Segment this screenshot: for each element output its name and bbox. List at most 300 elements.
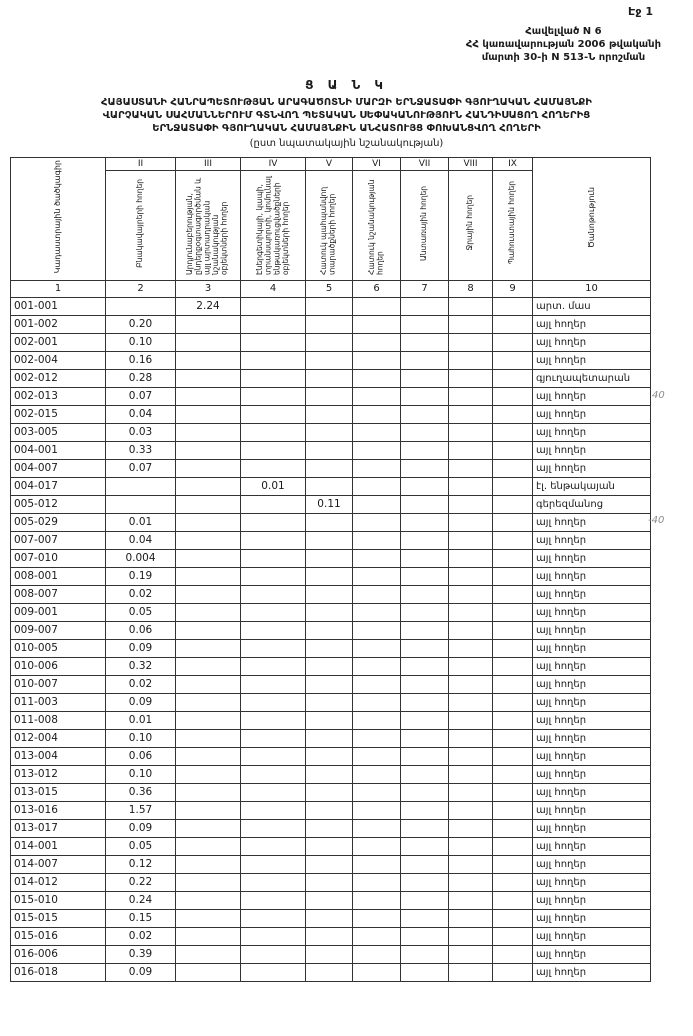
value-cell bbox=[449, 873, 493, 891]
value-cell bbox=[449, 333, 493, 351]
value-cell bbox=[241, 405, 306, 423]
value-cell bbox=[401, 891, 449, 909]
cadastral-code-cell: 013-004 bbox=[11, 747, 106, 765]
note-cell: այլ հողեր bbox=[533, 819, 651, 837]
value-cell bbox=[176, 729, 241, 747]
value-cell bbox=[353, 531, 401, 549]
roman-numeral-2: II bbox=[106, 157, 176, 170]
value-cell bbox=[449, 387, 493, 405]
column-number-1: 1 bbox=[11, 280, 106, 297]
annex-block bbox=[466, 25, 661, 64]
value-cell bbox=[353, 405, 401, 423]
value-cell bbox=[493, 765, 533, 783]
note-cell: այլ հողեր bbox=[533, 315, 651, 333]
note-cell: այլ հողեր bbox=[533, 585, 651, 603]
value-cell bbox=[176, 369, 241, 387]
value-cell bbox=[176, 459, 241, 477]
value-cell bbox=[449, 531, 493, 549]
value-cell bbox=[241, 675, 306, 693]
value-cell: 0.07 bbox=[106, 387, 176, 405]
note-cell: այլ հողեր bbox=[533, 387, 651, 405]
land-transfer-table bbox=[10, 157, 651, 982]
value-cell: 0.09 bbox=[106, 819, 176, 837]
value-cell bbox=[401, 963, 449, 981]
value-cell bbox=[353, 621, 401, 639]
value-cell bbox=[306, 927, 353, 945]
value-cell: 0.01 bbox=[106, 513, 176, 531]
value-cell bbox=[241, 747, 306, 765]
value-cell: 0.28 bbox=[106, 369, 176, 387]
value-cell bbox=[106, 477, 176, 495]
col-header-reserve-lands: Պահուստային հողեր bbox=[507, 181, 517, 265]
value-cell bbox=[493, 621, 533, 639]
value-cell bbox=[306, 909, 353, 927]
cadastral-code-cell: 015-016 bbox=[11, 927, 106, 945]
table-row bbox=[11, 585, 651, 603]
value-cell bbox=[241, 819, 306, 837]
value-cell: 0.09 bbox=[106, 963, 176, 981]
note-cell: այլ հողեր bbox=[533, 567, 651, 585]
cadastral-code-cell: 002-004 bbox=[11, 351, 106, 369]
value-cell bbox=[493, 693, 533, 711]
table-row bbox=[11, 873, 651, 891]
value-cell bbox=[353, 693, 401, 711]
value-cell: 0.16 bbox=[106, 351, 176, 369]
value-cell bbox=[176, 675, 241, 693]
value-cell: 0.09 bbox=[106, 639, 176, 657]
value-cell bbox=[241, 369, 306, 387]
value-cell bbox=[241, 891, 306, 909]
value-cell bbox=[176, 909, 241, 927]
value-cell bbox=[493, 495, 533, 513]
value-cell: 0.32 bbox=[106, 657, 176, 675]
cadastral-code-cell: 003-005 bbox=[11, 423, 106, 441]
note-cell: այլ հողեր bbox=[533, 459, 651, 477]
value-cell bbox=[176, 873, 241, 891]
value-cell bbox=[353, 567, 401, 585]
value-cell: 0.004 bbox=[106, 549, 176, 567]
note-cell: այլ հողեր bbox=[533, 729, 651, 747]
value-cell bbox=[176, 423, 241, 441]
table-row bbox=[11, 729, 651, 747]
value-cell: 0.10 bbox=[106, 729, 176, 747]
note-cell: այլ հողեր bbox=[533, 837, 651, 855]
document-heading bbox=[0, 96, 693, 136]
value-cell bbox=[176, 693, 241, 711]
value-cell bbox=[401, 945, 449, 963]
value-cell bbox=[353, 423, 401, 441]
value-cell bbox=[401, 603, 449, 621]
value-cell bbox=[401, 693, 449, 711]
value-cell bbox=[306, 891, 353, 909]
value-cell bbox=[401, 567, 449, 585]
value-cell bbox=[241, 549, 306, 567]
value-cell: 0.02 bbox=[106, 585, 176, 603]
cadastral-code-cell: 016-018 bbox=[11, 963, 106, 981]
value-cell bbox=[493, 333, 533, 351]
roman-numeral-9: IX bbox=[493, 157, 533, 170]
value-cell bbox=[241, 387, 306, 405]
col-header-infrastructure-lands: Էներգետիկայի, կապի, տրանսպորտի, կոմունալ ենթակառուցվածքների օբյեկտների հողեր bbox=[254, 176, 290, 276]
value-cell bbox=[241, 315, 306, 333]
value-cell bbox=[493, 585, 533, 603]
value-cell bbox=[353, 891, 401, 909]
value-cell: 0.05 bbox=[106, 603, 176, 621]
col-header-residential-lands: Բնակավայրերի հողեր bbox=[135, 178, 145, 268]
value-cell bbox=[306, 855, 353, 873]
note-cell: գերեզմանոց bbox=[533, 495, 651, 513]
column-number-5: 5 bbox=[306, 280, 353, 297]
value-cell bbox=[449, 549, 493, 567]
roman-numeral-row bbox=[11, 157, 651, 170]
value-cell bbox=[176, 513, 241, 531]
note-cell: այլ հողեր bbox=[533, 351, 651, 369]
value-cell bbox=[449, 621, 493, 639]
note-cell: այլ հողեր bbox=[533, 927, 651, 945]
value-cell: 0.02 bbox=[106, 675, 176, 693]
value-cell bbox=[449, 657, 493, 675]
value-cell bbox=[449, 405, 493, 423]
value-cell bbox=[493, 819, 533, 837]
value-cell bbox=[493, 477, 533, 495]
value-cell bbox=[353, 387, 401, 405]
value-cell bbox=[401, 441, 449, 459]
value-cell bbox=[493, 927, 533, 945]
value-cell bbox=[306, 315, 353, 333]
value-cell: 0.39 bbox=[106, 945, 176, 963]
value-cell bbox=[493, 405, 533, 423]
value-cell bbox=[176, 963, 241, 981]
value-cell: 2.24 bbox=[176, 297, 241, 315]
cadastral-code-cell: 010-007 bbox=[11, 675, 106, 693]
value-cell bbox=[353, 729, 401, 747]
value-cell bbox=[401, 423, 449, 441]
note-cell: այլ հողեր bbox=[533, 783, 651, 801]
cadastral-code-cell: 010-005 bbox=[11, 639, 106, 657]
value-cell bbox=[353, 927, 401, 945]
cadastral-code-cell: 014-012 bbox=[11, 873, 106, 891]
value-cell bbox=[353, 315, 401, 333]
value-cell bbox=[353, 675, 401, 693]
value-cell bbox=[401, 459, 449, 477]
note-cell: այլ հողեր bbox=[533, 423, 651, 441]
value-cell bbox=[493, 369, 533, 387]
value-cell bbox=[176, 441, 241, 459]
col-header-note-cell bbox=[533, 157, 651, 280]
value-cell bbox=[306, 513, 353, 531]
value-cell bbox=[353, 855, 401, 873]
value-cell bbox=[241, 459, 306, 477]
cadastral-code-cell: 013-016 bbox=[11, 801, 106, 819]
value-cell bbox=[306, 621, 353, 639]
value-cell bbox=[306, 765, 353, 783]
table-row bbox=[11, 531, 651, 549]
value-cell bbox=[449, 747, 493, 765]
value-cell: 0.06 bbox=[106, 747, 176, 765]
value-cell bbox=[449, 765, 493, 783]
value-cell bbox=[241, 963, 306, 981]
cadastral-code-cell: 015-015 bbox=[11, 909, 106, 927]
value-cell bbox=[493, 891, 533, 909]
table-row bbox=[11, 459, 651, 477]
table-row bbox=[11, 387, 651, 405]
value-cell bbox=[241, 531, 306, 549]
value-cell bbox=[493, 315, 533, 333]
value-cell: 0.04 bbox=[106, 405, 176, 423]
note-cell: այլ հողեր bbox=[533, 711, 651, 729]
value-cell bbox=[353, 351, 401, 369]
value-cell bbox=[449, 891, 493, 909]
value-cell bbox=[306, 567, 353, 585]
annex-line-1: Հավելված N 6 bbox=[525, 26, 602, 37]
col-header-special-purpose-lands-cell bbox=[353, 170, 401, 280]
value-cell: 0.06 bbox=[106, 621, 176, 639]
value-cell bbox=[106, 495, 176, 513]
table-row bbox=[11, 855, 651, 873]
note-cell: այլ հողեր bbox=[533, 945, 651, 963]
cadastral-code-cell: 012-004 bbox=[11, 729, 106, 747]
value-cell bbox=[401, 495, 449, 513]
heading-line-2: ՎԱՐՉԱԿԱՆ ՍԱՀՄԱՆՆԵՐՈՒՄ ԳՏՆՎՈՂ ՊԵՏԱԿԱՆ ՍԵՓԱԿԱՆՈՒԹՅՈՒՆ ՀԱՆԴԻՍԱՑՈՂ ՀՈՂԵՐԻՑ bbox=[102, 110, 591, 122]
cadastral-code-cell: 002-012 bbox=[11, 369, 106, 387]
value-cell bbox=[493, 747, 533, 765]
value-cell bbox=[176, 639, 241, 657]
value-cell bbox=[449, 801, 493, 819]
table-row bbox=[11, 603, 651, 621]
note-cell: այլ հողեր bbox=[533, 891, 651, 909]
value-cell bbox=[353, 711, 401, 729]
value-cell bbox=[353, 873, 401, 891]
value-cell bbox=[176, 765, 241, 783]
value-cell bbox=[401, 657, 449, 675]
roman-numeral-6: VI bbox=[353, 157, 401, 170]
table-row bbox=[11, 747, 651, 765]
value-cell bbox=[493, 783, 533, 801]
table-row bbox=[11, 477, 651, 495]
value-cell bbox=[493, 423, 533, 441]
col-header-reserve-lands-cell bbox=[493, 170, 533, 280]
value-cell bbox=[353, 657, 401, 675]
value-cell bbox=[306, 837, 353, 855]
value-cell bbox=[449, 909, 493, 927]
value-cell bbox=[241, 297, 306, 315]
value-cell bbox=[449, 297, 493, 315]
value-cell bbox=[176, 837, 241, 855]
value-cell bbox=[306, 531, 353, 549]
value-cell bbox=[353, 297, 401, 315]
value-cell bbox=[401, 819, 449, 837]
value-cell bbox=[401, 513, 449, 531]
value-cell bbox=[449, 315, 493, 333]
value-cell: 0.01 bbox=[241, 477, 306, 495]
value-cell bbox=[401, 477, 449, 495]
value-cell bbox=[449, 585, 493, 603]
value-cell bbox=[353, 765, 401, 783]
value-cell: 0.19 bbox=[106, 567, 176, 585]
cadastral-code-cell: 002-001 bbox=[11, 333, 106, 351]
roman-numeral-5: V bbox=[306, 157, 353, 170]
table-row bbox=[11, 351, 651, 369]
table-row bbox=[11, 369, 651, 387]
value-cell bbox=[241, 621, 306, 639]
col-header-forest-lands: Անտառային հողեր bbox=[419, 185, 429, 261]
value-cell bbox=[353, 369, 401, 387]
value-cell bbox=[241, 441, 306, 459]
value-cell bbox=[401, 549, 449, 567]
cadastral-code-cell: 007-007 bbox=[11, 531, 106, 549]
cadastral-code-cell: 005-029 bbox=[11, 513, 106, 531]
col-header-forest-lands-cell bbox=[401, 170, 449, 280]
table-row bbox=[11, 333, 651, 351]
column-number-8: 8 bbox=[449, 280, 493, 297]
cadastral-code-cell: 013-015 bbox=[11, 783, 106, 801]
column-number-2: 2 bbox=[106, 280, 176, 297]
roman-numeral-4: IV bbox=[241, 157, 306, 170]
cadastral-code-cell: 008-007 bbox=[11, 585, 106, 603]
value-cell bbox=[176, 711, 241, 729]
value-cell bbox=[401, 297, 449, 315]
table-row bbox=[11, 711, 651, 729]
handwritten-mark-2: -40 bbox=[648, 515, 665, 526]
handwritten-mark-1: 40 bbox=[652, 390, 665, 401]
value-cell bbox=[306, 585, 353, 603]
value-cell bbox=[449, 639, 493, 657]
page-number: Էջ 1 bbox=[628, 5, 653, 18]
note-cell: այլ հողեր bbox=[533, 873, 651, 891]
value-cell bbox=[241, 351, 306, 369]
value-cell bbox=[176, 351, 241, 369]
value-cell bbox=[401, 387, 449, 405]
note-cell: այլ հողեր bbox=[533, 675, 651, 693]
value-cell bbox=[176, 891, 241, 909]
value-cell: 0.33 bbox=[106, 441, 176, 459]
value-cell bbox=[353, 837, 401, 855]
value-cell bbox=[241, 711, 306, 729]
table-row bbox=[11, 765, 651, 783]
note-cell: այլ հողեր bbox=[533, 531, 651, 549]
value-cell bbox=[493, 657, 533, 675]
value-cell bbox=[353, 585, 401, 603]
value-cell bbox=[241, 333, 306, 351]
value-cell bbox=[493, 675, 533, 693]
value-cell: 0.12 bbox=[106, 855, 176, 873]
note-cell: այլ հողեր bbox=[533, 513, 651, 531]
value-cell bbox=[241, 603, 306, 621]
value-cell bbox=[449, 603, 493, 621]
value-cell bbox=[449, 927, 493, 945]
heading-note: (ըստ նպատակային նշանակության) bbox=[249, 137, 444, 149]
value-cell bbox=[306, 693, 353, 711]
note-cell: այլ հողեր bbox=[533, 549, 651, 567]
value-cell bbox=[493, 513, 533, 531]
value-cell bbox=[401, 369, 449, 387]
value-cell bbox=[306, 783, 353, 801]
value-cell bbox=[449, 729, 493, 747]
note-cell: այլ հողեր bbox=[533, 333, 651, 351]
cadastral-code-cell: 004-007 bbox=[11, 459, 106, 477]
cadastral-code-cell: 010-006 bbox=[11, 657, 106, 675]
col-header-special-purpose-lands: Հատուկ նշանակության հողեր bbox=[366, 179, 385, 276]
value-cell bbox=[176, 387, 241, 405]
col-header-protected-lands-cell bbox=[306, 170, 353, 280]
value-cell bbox=[493, 873, 533, 891]
value-cell bbox=[241, 657, 306, 675]
value-cell bbox=[449, 441, 493, 459]
value-cell bbox=[493, 531, 533, 549]
value-cell bbox=[493, 945, 533, 963]
col-header-industrial-lands-cell bbox=[176, 170, 241, 280]
table-row bbox=[11, 819, 651, 837]
value-cell bbox=[306, 297, 353, 315]
table-row bbox=[11, 675, 651, 693]
table-row bbox=[11, 657, 651, 675]
value-cell bbox=[353, 909, 401, 927]
value-cell: 0.20 bbox=[106, 315, 176, 333]
column-number-7: 7 bbox=[401, 280, 449, 297]
col-header-cadastral-code: Կադաստրային ծածկագիր bbox=[53, 160, 63, 274]
value-cell bbox=[241, 765, 306, 783]
note-cell: այլ հողեր bbox=[533, 441, 651, 459]
cadastral-code-cell: 009-007 bbox=[11, 621, 106, 639]
value-cell: 0.02 bbox=[106, 927, 176, 945]
value-cell bbox=[353, 945, 401, 963]
value-cell bbox=[306, 549, 353, 567]
value-cell: 1.57 bbox=[106, 801, 176, 819]
value-cell bbox=[176, 315, 241, 333]
value-cell: 0.10 bbox=[106, 765, 176, 783]
table-row bbox=[11, 405, 651, 423]
note-cell: այլ հողեր bbox=[533, 909, 651, 927]
value-cell bbox=[493, 729, 533, 747]
value-cell bbox=[241, 873, 306, 891]
cadastral-code-cell: 005-012 bbox=[11, 495, 106, 513]
cadastral-code-cell: 002-013 bbox=[11, 387, 106, 405]
table-row bbox=[11, 837, 651, 855]
value-cell bbox=[449, 477, 493, 495]
note-cell: գյուղապետարան bbox=[533, 369, 651, 387]
value-cell: 0.05 bbox=[106, 837, 176, 855]
note-cell: այլ հողեր bbox=[533, 603, 651, 621]
value-cell bbox=[353, 441, 401, 459]
value-cell bbox=[306, 963, 353, 981]
table-row bbox=[11, 927, 651, 945]
value-cell bbox=[493, 639, 533, 657]
value-cell bbox=[401, 783, 449, 801]
value-cell bbox=[176, 855, 241, 873]
value-cell: 0.09 bbox=[106, 693, 176, 711]
value-cell bbox=[449, 945, 493, 963]
value-cell bbox=[401, 585, 449, 603]
value-cell bbox=[176, 549, 241, 567]
value-cell bbox=[449, 837, 493, 855]
value-cell bbox=[449, 423, 493, 441]
col-header-cadastral-code-cell bbox=[11, 157, 106, 280]
heading-line-1: ՀԱՅԱՍՏԱՆԻ ՀԱՆՐԱՊԵՏՈՒԹՅԱՆ ԱՐԱԳԱԾՈՏՆԻ ՄԱՐԶԻ ԵՐՆՋԱՏԱՓԻ ԳՅՈՒՂԱԿԱՆ ՀԱՄԱՅՆՔԻ bbox=[101, 97, 592, 108]
value-cell bbox=[401, 855, 449, 873]
annex-line-2: ՀՀ կառավարության 2006 թվականի bbox=[465, 39, 661, 50]
value-cell bbox=[449, 567, 493, 585]
table-body bbox=[11, 297, 651, 981]
value-cell: 0.03 bbox=[106, 423, 176, 441]
cadastral-code-cell: 013-017 bbox=[11, 819, 106, 837]
col-header-protected-lands: Հատուկ պահպանվող տարածքների հողեր bbox=[319, 186, 337, 276]
value-cell bbox=[176, 783, 241, 801]
value-cell bbox=[241, 909, 306, 927]
table-row bbox=[11, 297, 651, 315]
value-cell bbox=[306, 387, 353, 405]
value-cell bbox=[241, 729, 306, 747]
value-cell bbox=[449, 495, 493, 513]
